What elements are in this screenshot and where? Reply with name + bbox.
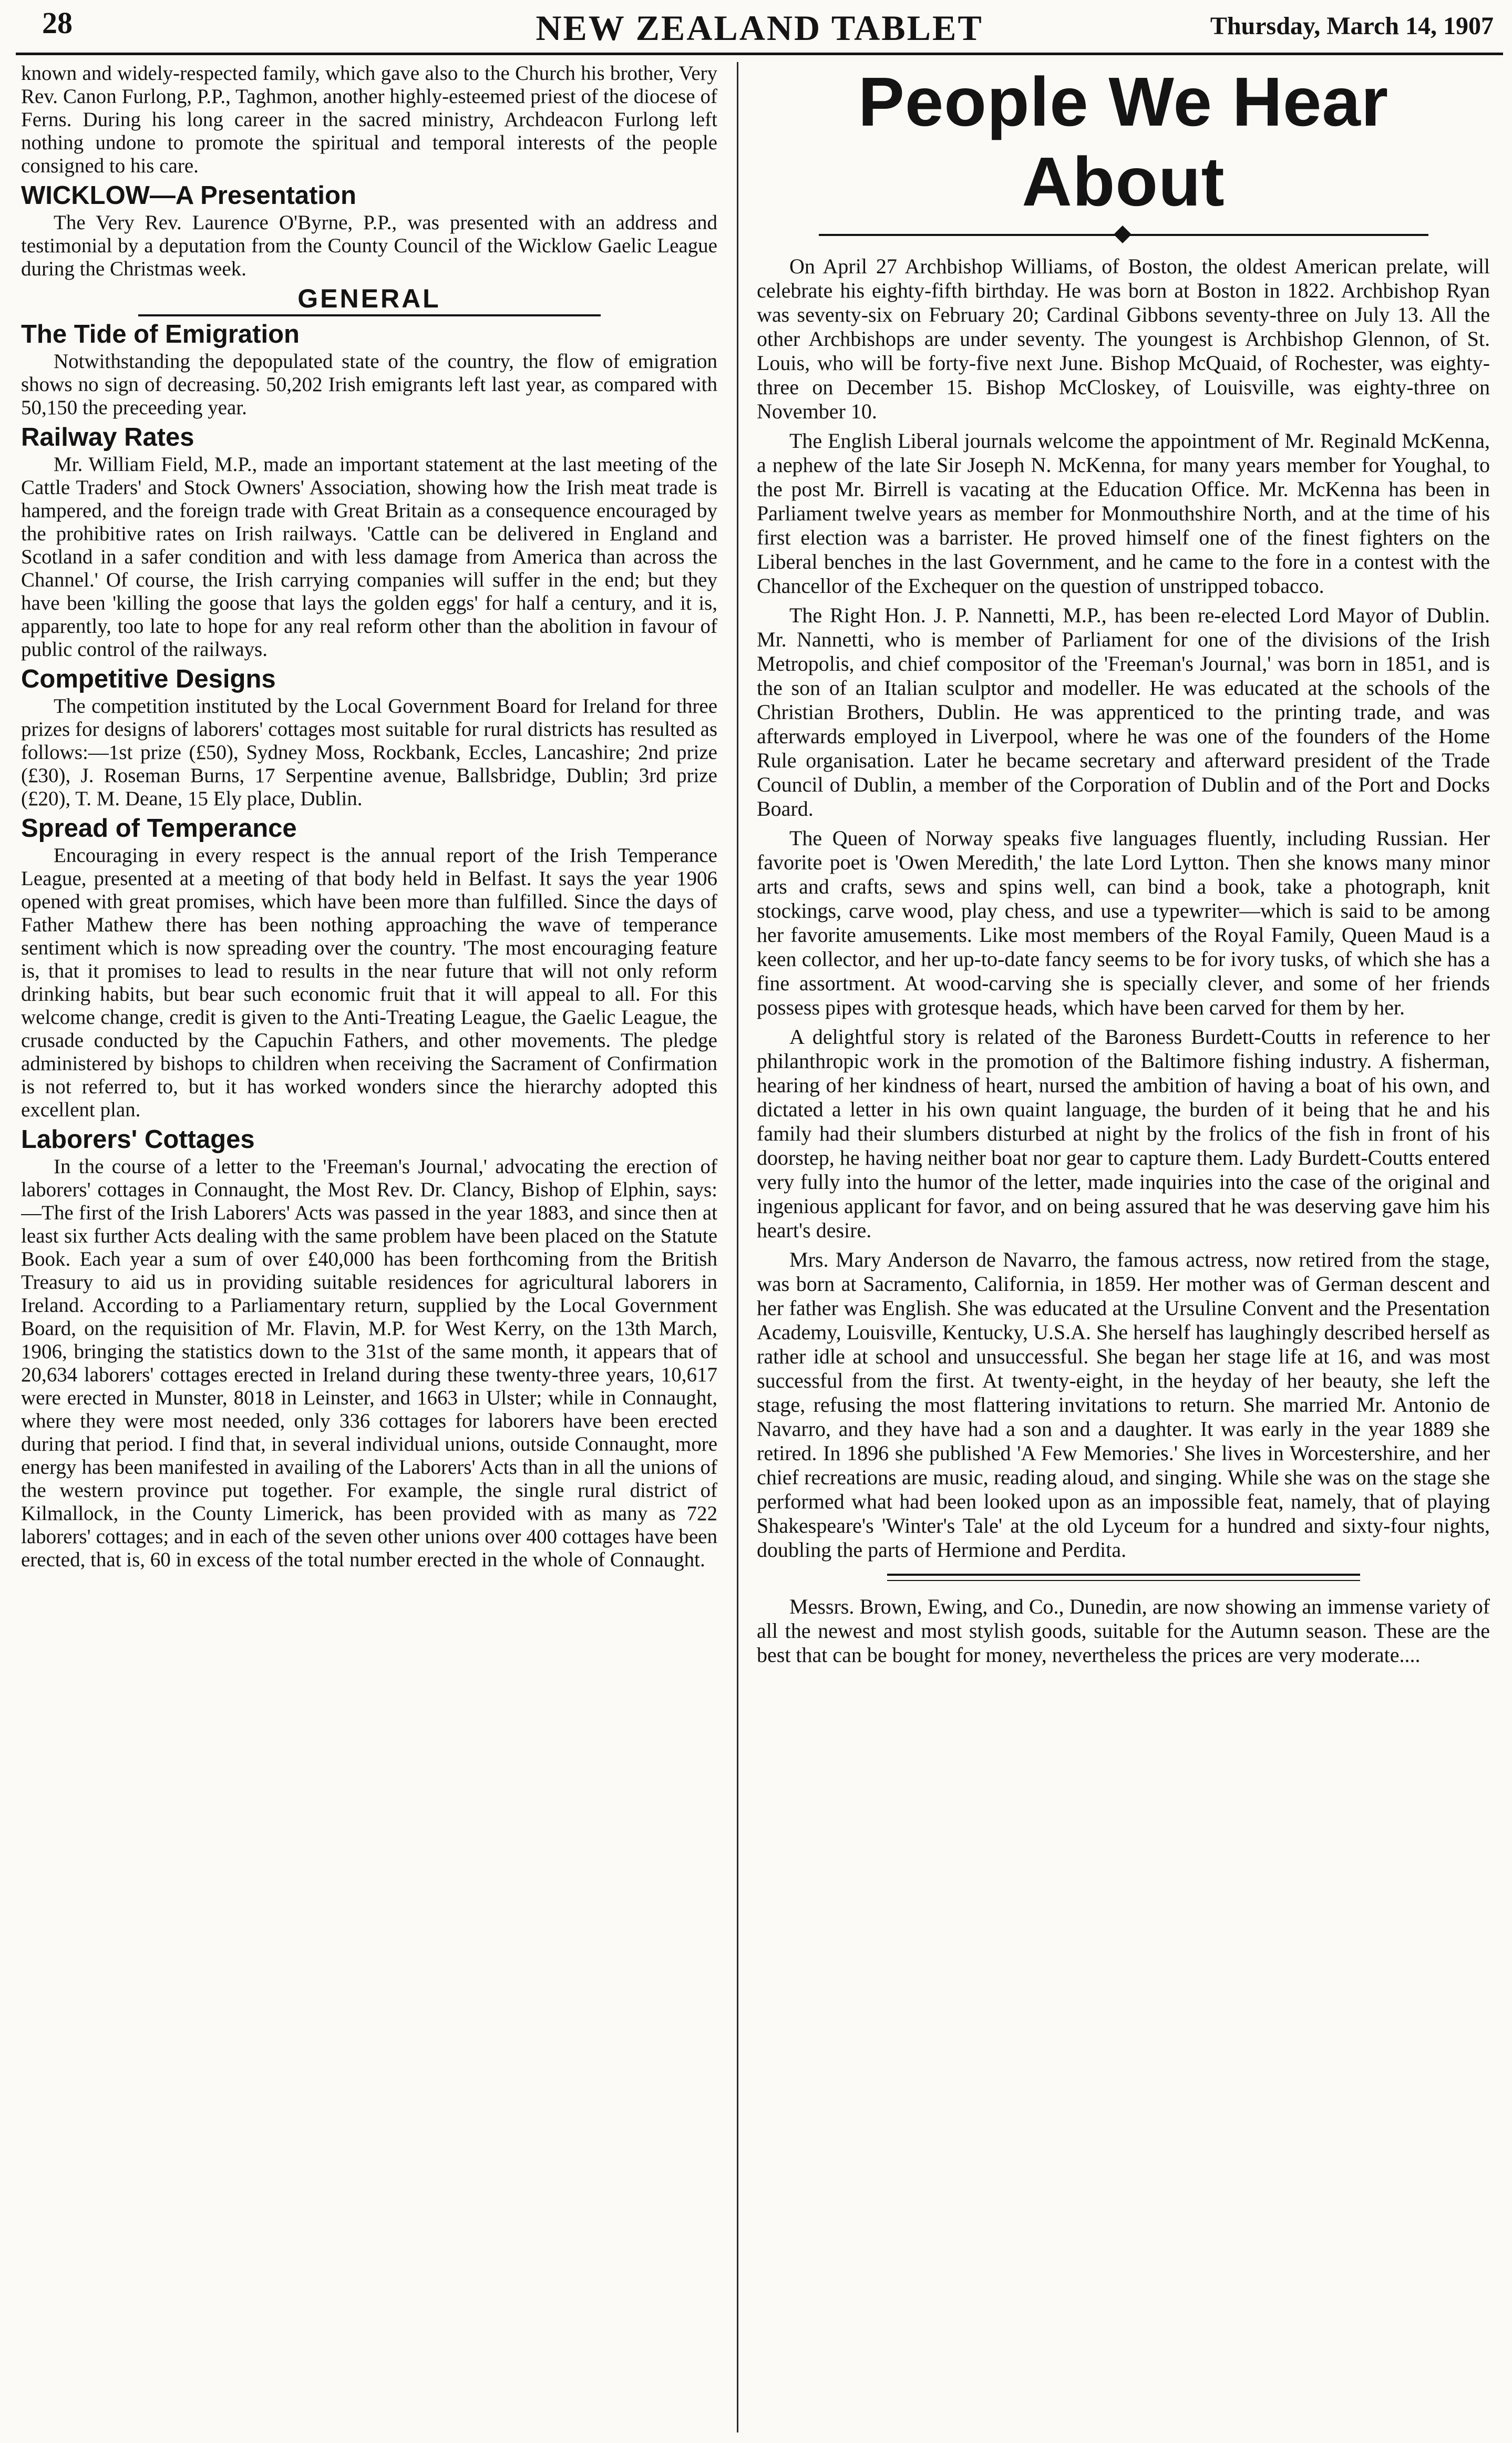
mckenna-paragraph: The English Liberal journals welcome the appointment of Mr. Reginald McKenna, a nephew of the late Sir Joseph N. McKenna, for many years member for Youghal, to the post Mr. Birrell is vacating at the Education Office. Mr. McKenna has been in Parliament twelve years as member for Monmouthshire North, and at the time of his first election was a barrister. He proved himself one of the finest fighters on the Liberal benches in the last Government, and he came to the fore in a contest with the Chancellor of the Exchequer on the question of unstripped tobacco. [757, 429, 1490, 598]
temperance-heading: Spread of Temperance [21, 814, 297, 843]
ornament-rule [819, 227, 1428, 243]
left-column [21, 62, 717, 2427]
page-number: 28 [42, 6, 73, 40]
diamond-icon [1114, 225, 1132, 243]
column-divider [737, 62, 738, 2432]
wicklow-paragraph: The Very Rev. Laurence O'Byrne, P.P., was presented with an address and testimonial by a deputation from the County Council of the Wicklow Gaelic League during the Christmas week. [21, 211, 717, 280]
railway-paragraph: Mr. William Field, M.P., made an important statement at the last meeting of the Cattle Traders' and Stock Owners' Association, showing how the Irish meat trade is hampered, and the foreign trade with Great Britain as a consequence encouraged by the prohibitive rates on Irish railways. 'Cattle can be delivered in England and Scotland in a safer condition and with less damage from America than across the Channel.' Of course, the Irish carrying companies will suffer in the end; but they have been 'killing the goose that lays the golden eggs' for half a century, and it is, apparently, too late to hope for any real reform other than the abolition in favour of public control of the railways. [21, 453, 717, 661]
nannetti-paragraph: The Right Hon. J. P. Nannetti, M.P., has been re-elected Lord Mayor of Dublin. Mr. Nannetti, who is member of Parliament for one of the divisions of the Irish Metropolis, and chief compositor of the 'Freeman's Journal,' was born in 1851, and is the son of an Italian sculptor and modeller. He was educated at the schools of the Christian Brothers, Dublin. He was apprenticed to the printing trade, and was afterwards employed in Liverpool, where he was one of the founders of the Home Rule organisation. Later he became secretary and afterward president of the Trade Council of Dublin, a member of the Corporation of Dublin and of the Port and Docks Board. [757, 603, 1490, 820]
people-column-title: People We Hear About [858, 63, 1389, 220]
newspaper-title: NEW ZEALAND TABLET [536, 8, 983, 48]
issue-date: Thursday, March 14, 1907 [1210, 12, 1494, 40]
anderson-paragraph: Mrs. Mary Anderson de Navarro, the famous actress, now retired from the stage, was born at Sacramento, California, in 1859. Her mother was of German descent and her father was English. She was educated at the Ursuline Convent and the Presentation Academy, Louisville, Kentucky, U.S.A. She herself has laughingly described herself as rather idle at school and unsuccessful. She began her stage life at 16, and was most successful from the first. At twenty-eight, in the heyday of her beauty, she left the stage, refusing the most flattering invitations to return. She married Mr. Antonio de Navarro, and they have had a son and a daughter. It was early in the year 1889 she retired. In 1896 she published 'A Few Memories.' She lives in Worcestershire, and her chief recreations are music, reading aloud, and singing. While she was on the stage she performed what had been looked upon as an impossible feat, namely, that of playing Shakespeare's 'Winter's Tale' at the old Lyceum for a hundred and sixty-four nights, doubling the parts of Hermione and Perdita. [757, 1248, 1490, 1562]
general-heading: GENERAL [297, 284, 441, 313]
railway-heading: Railway Rates [21, 423, 194, 451]
tide-paragraph: Notwithstanding the depopulated state of the country, the flow of emigration shows no sign of decreasing. 50,202 Irish emigrants left last year, as compared with 50,150 the preceeding year. [21, 350, 717, 419]
furlong-paragraph: known and widely-respected family, which gave also to the Church his brother, Very Rev. Canon Furlong, P.P., Taghmon, another highly-esteemed priest of the diocese of Ferns. During his long career in the sacred ministry, Archdeacon Furlong left nothing undone to promote the spiritual and temporal interests of the people consigned to his care. [21, 62, 717, 177]
temperance-paragraph: Encouraging in every respect is the annual report of the Irish Temperance League, presented at a meeting of that body held in Belfast. It says the year 1906 opened with great promises, which have been more than fulfilled. Since the days of Father Mathew there has been nothing approaching the wave of temperance sentiment which is now spreading over the country. 'The most encouraging feature is, that it promises to lead to results in the near future that will not only reform drinking habits, but bear such economic fruit that it will appeal to all. For this welcome change, credit is given to the Anti-Treating League, the Gaelic League, the crusade conducted by the Capuchin Fathers, and other movements. The pledge administered by bishops to children when receiving the Sacrament of Confirmation is not referred to, but it has worked wonders since the hierarchy adopted this excellent plan. [21, 844, 717, 1121]
wicklow-heading: WICKLOW—A Presentation [21, 181, 356, 210]
competitive-paragraph: The competition instituted by the Local Government Board for Ireland for three prizes for designs of laborers' cottages most suitable for rural districts has resulted as follows:—1st prize (£50), Sydney Moss, Rockbank, Eccles, Lancashire; 2nd prize (£30), J. Roseman Burns, 17 Serpentine avenue, Ballsbridge, Dublin; 3rd prize (£20), T. M. Deane, 15 Ely place, Dublin. [21, 695, 717, 810]
competitive-heading: Competitive Designs [21, 665, 276, 693]
burdett-coutts-paragraph: A delightful story is related of the Baroness Burdett-Coutts in reference to her philanthropic work in the promotion of the Baltimore fishing industry. A fisherman, hearing of her kindness of heart, nursed the ambition of having a boat of his own, and dictated a letter in his own quaint language, the burden of it being that he and his family had their slumbers disturbed at night by the frolics of the fish in front of his doorstep, he having neither boat nor gear to capture them. Lady Burdett-Coutts entered very fully into the humor of the letter, made inquiries into the case of the original and ingenious applicant for favor, and on being assured that he was deserving gave him his heart's desire. [757, 1025, 1490, 1242]
queen-norway-paragraph: The Queen of Norway speaks five languages fluently, including Russian. Her favorite poet is 'Owen Meredith,' the late Lord Lytton. Then she knows many minor arts and crafts, sews and spins well, can bind a book, take a photograph, knit stockings, carve wood, play chess, and use a typewriter—which is said to be among her favorite amusements. Like most members of the Royal Family, Queen Maud is a keen collector, and her up-to-date fancy seems to be for ivory tusks, of which she has a fine assortment. At wood-carving she is specially clever, and some of her friends possess pipes with grotesque heads, which have been carved for them by her. [757, 826, 1490, 1019]
laborers-paragraph: In the course of a letter to the 'Freeman's Journal,' advocating the erection of laborers' cottages in Connaught, the Most Rev. Dr. Clancy, Bishop of Elphin, says:—The first of the Irish Laborers' Acts was passed in the year 1883, and since then at least six further Acts dealing with the same problem have been placed on the Statute Book. Each year a sum of over £40,000 has been forthcoming from the British Treasury to aid us in providing suitable residences for agricultural laborers in Ireland. According to a Parliamentary return, supplied by the Local Government Board, on the requisition of Mr. Flavin, M.P. for West Kerry, on the 13th March, 1906, bringing the statistics down to the 31st of the same month, it appears that of 20,634 laborers' cottages erected in Ireland during these twenty-three years, 10,617 were erected in Munster, 8018 in Leinster, and 1663 in Ulster; while in Connaught, where they were most needed, only 336 cottages for laborers have been erected during that period. I find that, in several individual unions, outside Connaught, more energy has been manifested in availing of the Laborers' Acts than in all the unions of the western province put together. For example, the single rural district of Kilmallock, in the County Limerick, has been provided with as many as 722 laborers' cottages; and in each of the seven other unions over 400 cottages have been erected, that is, 60 in excess of the total number erected in the whole of Connaught. [21, 1155, 717, 1571]
thin-rule [887, 1580, 1360, 1581]
right-column [757, 62, 1490, 2427]
section-double-rule [887, 1574, 1360, 1581]
thick-rule [887, 1574, 1360, 1576]
tide-heading: The Tide of Emigration [21, 320, 300, 348]
masthead [16, 0, 1503, 55]
general-rule [138, 314, 601, 316]
advert-paragraph: Messrs. Brown, Ewing, and Co., Dunedin, are now showing an immense variety of all the newest and most stylish goods, suitable for the Autumn season. These are the best that can be bought for money, nevertheless the prices are very moderate.... [757, 1595, 1490, 1667]
laborers-heading: Laborers' Cottages [21, 1125, 255, 1154]
archbishops-paragraph: On April 27 Archbishop Williams, of Boston, the oldest American prelate, will celebrate his eighty-fifth birthday. He was born at Boston in 1822. Archbishop Ryan was seventy-six on February 20; Cardinal Gibbons seventy-three on July 13. All the other Archbishops are under seventy. The youngest is Archbishop Glennon, of St. Louis, who will be forty-five next June. Bishop McQuaid, of Rochester, was eighty-three on December 15. Bishop McCloskey, of Louisville, was eighty-three on November 10. [757, 254, 1490, 423]
